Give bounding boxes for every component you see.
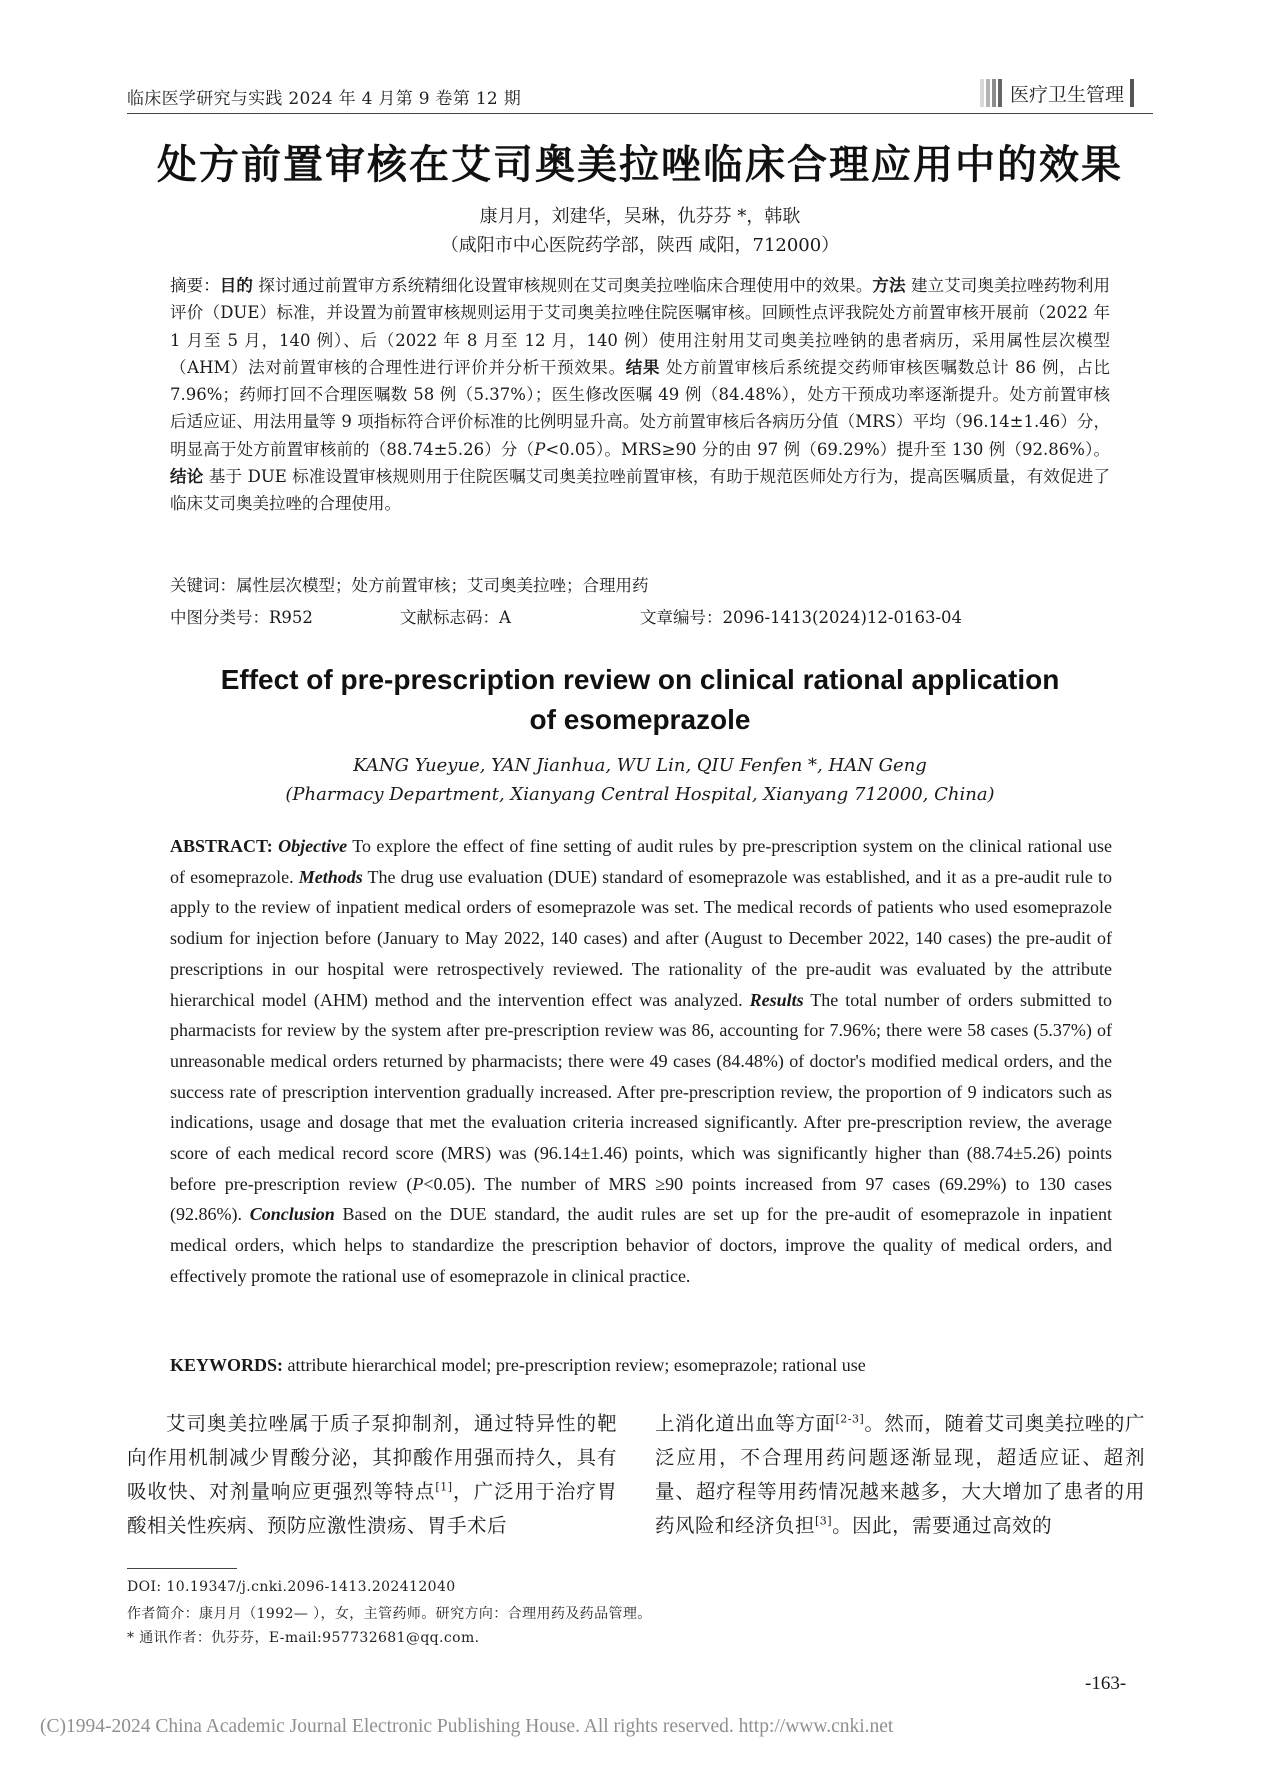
keywords-cn: 关键词：属性层次模型；处方前置审核；艾司奥美拉唑；合理用药 — [170, 576, 649, 595]
body-right-text: 上消化道出血等方面 — [655, 1412, 836, 1435]
body-left-text-cont: ，广泛用于治疗胃酸相关性疾病、预防应激性溃疡、胃手术后 — [127, 1480, 617, 1537]
citation-ref[interactable]: [2-3] — [835, 1412, 865, 1426]
conclusion-label-en: Conclusion — [249, 1204, 335, 1225]
keywords-en-label: KEYWORDS: — [170, 1355, 284, 1375]
conclusion-label-cn: 结论 — [170, 467, 204, 487]
body-column-right — [655, 1407, 1145, 1543]
document-code: 文献标志码：A — [400, 608, 511, 627]
footnote-doi[interactable]: DOI: 10.19347/j.cnki.2096-1413.202412040 — [127, 1579, 456, 1595]
article-number: 文章编号：2096-1413(2024)12-0163-04 — [640, 608, 963, 627]
title-cn: 处方前置审核在艾司奥美拉唑临床合理应用中的效果 — [157, 141, 1123, 188]
methods-label-cn: 方法 — [872, 276, 906, 295]
citation-ref[interactable]: [1] — [435, 1480, 453, 1494]
conclusion-en: Based on the DUE standard, the audit rules are set up for the pre-audit of esomeprazole in inpatient medical orders, which helps to standardize the prescription behavior of doctors, improve the quality of medical orders, and effectively promote the rational use of esomeprazole in clinical practice. — [170, 1204, 1113, 1286]
body-right-text-end: 。因此，需要通过高效的 — [832, 1514, 1053, 1537]
footnote-corresponding: * 通讯作者：仇芬芬，E-mail:957732681@qq.com. — [127, 1630, 480, 1646]
methods-label-en: Methods — [298, 866, 363, 887]
conclusion-cn: 基于 DUE 标准设置审核规则用于住院医嘱艾司奥美拉唑前置审核，有助于规范医师处方行为，提高医嘱质量，有效促进了临床艾司奥美拉唑的合理使用。 — [170, 467, 1110, 514]
abstract-cn-label: 摘要： — [170, 276, 220, 295]
gradient-bar — [992, 79, 996, 107]
objective-cn: 探讨通过前置审方系统精细化设置审核规则在艾司奥美拉唑临床合理使用中的效果。 — [258, 276, 873, 295]
gradient-bar — [980, 79, 984, 107]
abstract-en-label: ABSTRACT: — [170, 836, 273, 856]
section-end-bar — [1130, 79, 1134, 107]
copyright-notice: (C)1994-2024 China Academic Journal Electronic Publishing House. All rights reserved. http://www.cnki.net — [40, 1716, 894, 1737]
results-en-cont: <0.05). The number of MRS ≥90 points increased from 97 cases (69.29%) to 130 cases (92.86%). — [170, 1173, 1113, 1225]
page-number: -163- — [1085, 1673, 1127, 1694]
objective-label-en: Objective — [278, 836, 348, 856]
objective-en: To explore the effect of fine setting of audit rules by pre-prescription system on the clinical rational use of esomeprazole. — [170, 836, 1113, 887]
results-cn: 处方前置审核后系统提交药师审核医嘱数总计 86 例，占比 7.96%；药师打回不合理医嘱数 58 例（5.37%）；医生修改医嘱 49 例（84.48%），处方干预成功率逐渐提升。处方前置审核后适应证、用法用量等 9 项指标符合评价标准的比例明显升高。处方前置审核后各病历分值（MRS）平均（96.14±1.46）分，明显高于处方前置审核前的（88.74±5.26）分（ — [170, 357, 1110, 459]
classification-row — [170, 604, 1110, 628]
body-left-text: 艾司奥美拉唑属于质子泵抑制剂，通过特异性的靶向作用机制减少胃酸分泌，其抑酸作用强而持久，具有吸收快、对剂量响应更强烈等特点 — [127, 1412, 617, 1503]
section-label: 医疗卫生管理 — [1010, 83, 1125, 106]
results-cn-cont: <0.05）。MRS≥90 分的由 97 例（69.29%）提升至 130 例（92.86%）。 — [545, 439, 1110, 459]
gradient-bar — [998, 79, 1002, 107]
gradient-bar — [986, 79, 990, 107]
methods-en: The drug use evaluation (DUE) standard of esomeprazole was established, and it as a pre-audit rule to apply to the review of inpatient medical orders of esomeprazole was set. The medical records of patients who used esomeprazole sodium for injection before (January to May 2022, 140 cases) and after (August to December 2022, 140 cases) the pre-audit of prescriptions in our hospital were retrospectively reviewed. The rationality of the pre-audit was evaluated by the attribute hierarchical model (AHM) method and the intervention effect was analyzed. — [170, 866, 1112, 1010]
results-label-cn: 结果 — [625, 357, 661, 377]
abstract-cn — [170, 272, 1110, 518]
objective-label-cn: 目的 — [219, 276, 253, 295]
keywords-en — [170, 1355, 1112, 1376]
methods-cn: 建立艾司奥美拉唑药物利用评价（DUE）标准，并设置为前置审核规则运用于艾司奥美拉唑住院医嘱审核。回顾性点评我院处方前置审核开展前（2022 年 1 月至 5 月，140 例）、后（2022 年 8 月至 12 月，140 例）使用注射用艾司奥美拉唑钠的患者病历，采用属性层次模型（AHM）法对前置审核的合理性进行评价并分析干预效果。 — [170, 276, 1111, 377]
p-symbol-en: P — [412, 1173, 424, 1194]
p-symbol-cn: P — [534, 439, 546, 459]
clc-code: 中图分类号：R952 — [170, 608, 313, 627]
body-right-text-cont: 。然而，随着艾司奥美拉唑的广泛应用，不合理用药问题逐渐显现，超适应证、超剂量、超疗程等用药情况越来越多，大大增加了患者的用药风险和经济负担 — [655, 1412, 1145, 1537]
title-en-line2: of esomeprazole — [529, 704, 751, 735]
affiliation-cn: （咸阳市中心医院药学部，陕西 咸阳，712000） — [440, 235, 840, 256]
journal-header: 临床医学研究与实践 2024 年 4 月第 9 卷第 12 期 — [127, 89, 522, 109]
title-en-line1: Effect of pre-prescription review on clinical rational application — [220, 664, 1060, 695]
affiliation-en: (Pharmacy Department, Xianyang Central Hospital, Xianyang 712000, China) — [285, 784, 995, 805]
authors-cn: 康月月，刘建华，吴琳，仇芬芬 *，韩耿 — [479, 206, 801, 227]
results-en: The total number of orders submitted to pharmacists for review by the system after pre-prescription review was 86, accounting for 7.96%; there were 58 cases (5.37%) of unreasonable medical orders returned by pharmacists; there were 49 cases (84.48%) of doctor's modified medical orders, and the success rate of prescription intervention gradually increased. After pre-prescription review, the proportion of 9 indicators such as indications, usage and dosage that met the evaluation criteria increased significantly. After pre-prescription review, the average score of each medical record score (MRS) was (96.14±1.46) points, which was significantly higher than (88.74±5.26) points before pre-prescription review ( — [170, 989, 1112, 1194]
abstract-en — [170, 831, 1112, 1292]
body-column-left — [127, 1407, 617, 1543]
results-label-en: Results — [749, 989, 804, 1010]
footnote-author-bio: 作者简介：康月月（1992— ），女，主管药师。研究方向：合理用药及药品管理。 — [127, 1606, 652, 1622]
section-tag — [980, 76, 1134, 110]
section-tag-bars — [980, 79, 1004, 107]
authors-en: KANG Yueyue, YAN Jianhua, WU Lin, QIU Fenfen *, HAN Geng — [353, 755, 927, 776]
citation-ref[interactable]: [3] — [815, 1514, 833, 1528]
header-rule — [127, 113, 1153, 114]
keywords-en-text: attribute hierarchical model; pre-prescription review; esomeprazole; rational use — [283, 1355, 866, 1375]
title-en — [0, 660, 1280, 740]
footnote-rule — [127, 1568, 237, 1569]
